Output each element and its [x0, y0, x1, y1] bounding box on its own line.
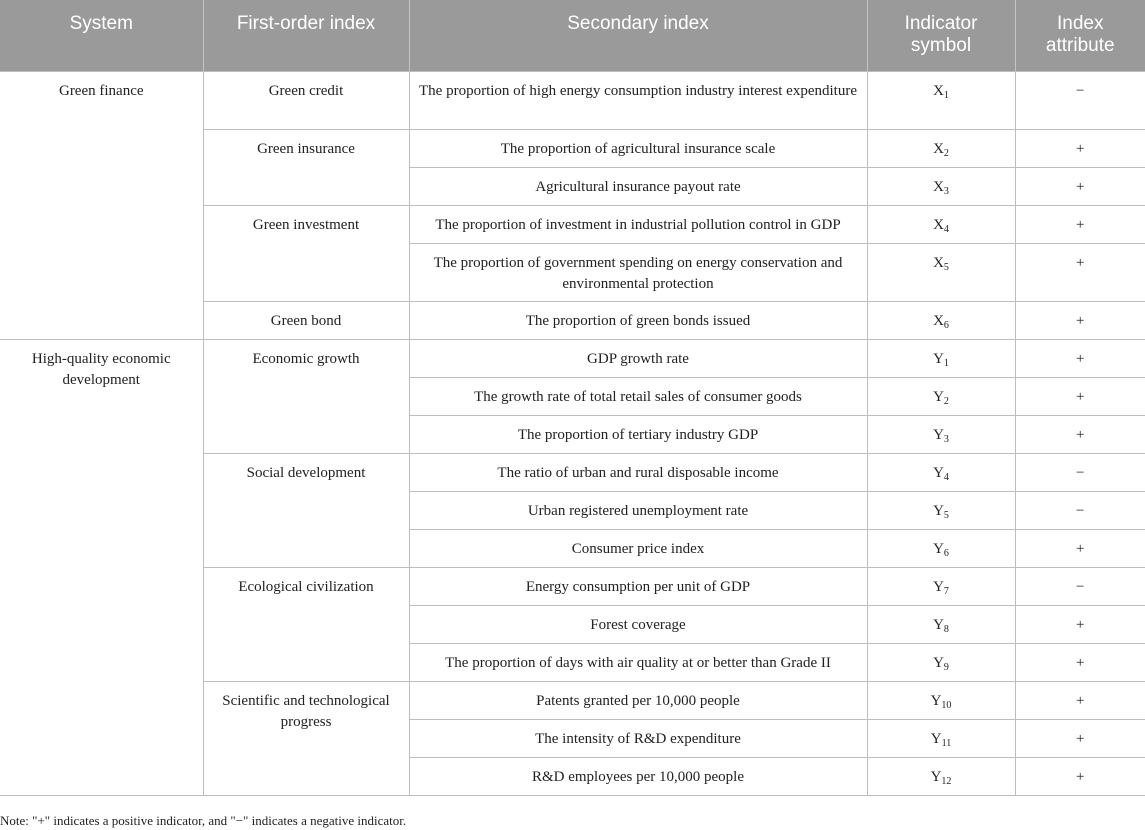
secondary-index-cell: The intensity of R&D expenditure	[409, 719, 867, 757]
symbol-subscript: 9	[943, 661, 949, 673]
indicator-symbol-cell	[867, 491, 1015, 529]
symbol-letter: Y	[933, 464, 944, 481]
first-order-cell: Green investment	[203, 205, 409, 301]
symbol-subscript: 4	[943, 471, 949, 483]
indicator-symbol-cell	[867, 529, 1015, 567]
indicator-symbol-cell	[867, 757, 1015, 795]
symbol-subscript: 3	[943, 433, 949, 445]
index-attribute-cell: −	[1015, 567, 1145, 605]
secondary-index-cell: Patents granted per 10,000 people	[409, 681, 867, 719]
secondary-index-cell: Energy consumption per unit of GDP	[409, 567, 867, 605]
header-secondary-index: Secondary index	[409, 0, 867, 71]
indicator-symbol-cell	[867, 415, 1015, 453]
symbol-letter: X	[933, 82, 944, 99]
header-system: System	[0, 0, 203, 71]
indicator-symbol-cell	[867, 301, 1015, 339]
first-order-cell: Green credit	[203, 71, 409, 129]
index-attribute-cell: +	[1015, 757, 1145, 795]
indicator-symbol-cell	[867, 605, 1015, 643]
symbol-letter: X	[933, 140, 944, 157]
symbol-letter: Y	[933, 616, 944, 633]
system-cell: High-quality economic development	[0, 339, 203, 795]
symbol-letter: Y	[933, 540, 944, 557]
indicator-symbol-cell	[867, 339, 1015, 377]
index-attribute-cell: +	[1015, 643, 1145, 681]
symbol-subscript: 2	[943, 147, 949, 159]
symbol-subscript: 3	[943, 185, 949, 197]
symbol-letter: Y	[933, 426, 944, 443]
first-order-cell: Green bond	[203, 301, 409, 339]
symbol-letter: Y	[930, 730, 942, 747]
secondary-index-cell: GDP growth rate	[409, 339, 867, 377]
index-attribute-cell: +	[1015, 129, 1145, 167]
first-order-cell: Economic growth	[203, 339, 409, 453]
secondary-index-cell: The proportion of investment in industrial pollution control in GDP	[409, 205, 867, 243]
header-index-attribute: Index attribute	[1015, 0, 1145, 71]
indicator-symbol-cell	[867, 377, 1015, 415]
symbol-subscript: 12	[941, 775, 952, 787]
indicator-symbol-cell	[867, 719, 1015, 757]
secondary-index-cell: Agricultural insurance payout rate	[409, 167, 867, 205]
symbol-subscript: 5	[943, 261, 949, 273]
symbol-subscript: 8	[943, 623, 949, 635]
symbol-subscript: 7	[943, 585, 949, 597]
index-attribute-cell: +	[1015, 529, 1145, 567]
indicator-symbol-cell	[867, 167, 1015, 205]
symbol-letter: Y	[930, 768, 942, 785]
symbol-letter: Y	[933, 654, 944, 671]
indicator-symbol-cell	[867, 681, 1015, 719]
symbol-subscript: 5	[943, 509, 949, 521]
symbol-letter: X	[933, 178, 944, 195]
symbol-letter: Y	[933, 502, 944, 519]
header-indicator-symbol: Indicator symbol	[867, 0, 1015, 71]
index-attribute-cell: +	[1015, 605, 1145, 643]
symbol-letter: X	[933, 216, 944, 233]
indicator-symbol-cell	[867, 453, 1015, 491]
secondary-index-cell: The ratio of urban and rural disposable income	[409, 453, 867, 491]
indicator-symbol-cell	[867, 205, 1015, 243]
secondary-index-cell: Consumer price index	[409, 529, 867, 567]
symbol-subscript: 11	[941, 737, 952, 749]
secondary-index-cell: R&D employees per 10,000 people	[409, 757, 867, 795]
index-attribute-cell: +	[1015, 415, 1145, 453]
symbol-letter: Y	[930, 692, 942, 709]
symbol-subscript: 6	[943, 319, 949, 331]
secondary-index-cell: The proportion of days with air quality at or better than Grade II	[409, 643, 867, 681]
symbol-subscript: 1	[943, 357, 949, 369]
secondary-index-cell: The proportion of tertiary industry GDP	[409, 415, 867, 453]
table-row	[0, 339, 1145, 377]
index-attribute-cell: +	[1015, 719, 1145, 757]
indicator-symbol-cell	[867, 243, 1015, 301]
index-attribute-cell: −	[1015, 453, 1145, 491]
first-order-cell: Scientific and technological progress	[203, 681, 409, 795]
index-attribute-cell: +	[1015, 681, 1145, 719]
secondary-index-cell: The proportion of government spending on energy conservation and environmental protection	[409, 243, 867, 301]
index-attribute-cell: +	[1015, 339, 1145, 377]
table-header-row	[0, 0, 1145, 71]
index-attribute-cell: −	[1015, 71, 1145, 129]
index-attribute-cell: −	[1015, 491, 1145, 529]
symbol-letter: Y	[933, 578, 944, 595]
secondary-index-cell: The growth rate of total retail sales of consumer goods	[409, 377, 867, 415]
secondary-index-cell: The proportion of high energy consumption industry interest expenditure	[409, 71, 867, 129]
indicator-symbol-cell	[867, 71, 1015, 129]
symbol-letter: Y	[933, 388, 944, 405]
index-attribute-cell: +	[1015, 167, 1145, 205]
table-row	[0, 71, 1145, 129]
symbol-subscript: 1	[943, 89, 949, 101]
index-attribute-cell: +	[1015, 377, 1145, 415]
symbol-letter: Y	[933, 350, 944, 367]
secondary-index-cell: Urban registered unemployment rate	[409, 491, 867, 529]
indicator-symbol-cell	[867, 567, 1015, 605]
first-order-cell: Social development	[203, 453, 409, 567]
symbol-subscript: 10	[941, 699, 952, 711]
index-attribute-cell: +	[1015, 301, 1145, 339]
symbol-subscript: 2	[943, 395, 949, 407]
system-cell: Green finance	[0, 71, 203, 339]
indicator-symbol-cell	[867, 129, 1015, 167]
first-order-cell: Ecological civilization	[203, 567, 409, 681]
first-order-cell: Green insurance	[203, 129, 409, 205]
symbol-subscript: 6	[943, 547, 949, 559]
secondary-index-cell: The proportion of agricultural insurance scale	[409, 129, 867, 167]
index-attribute-cell: +	[1015, 205, 1145, 243]
symbol-letter: X	[933, 312, 944, 329]
symbol-subscript: 4	[943, 223, 949, 235]
header-first-order-index: First-order index	[203, 0, 409, 71]
table-note: Note: "+" indicates a positive indicator, and "−" indicates a negative indicator.	[0, 813, 407, 828]
secondary-index-cell: Forest coverage	[409, 605, 867, 643]
symbol-letter: X	[933, 254, 944, 271]
indicator-symbol-cell	[867, 643, 1015, 681]
index-attribute-cell: +	[1015, 243, 1145, 301]
secondary-index-cell: The proportion of green bonds issued	[409, 301, 867, 339]
